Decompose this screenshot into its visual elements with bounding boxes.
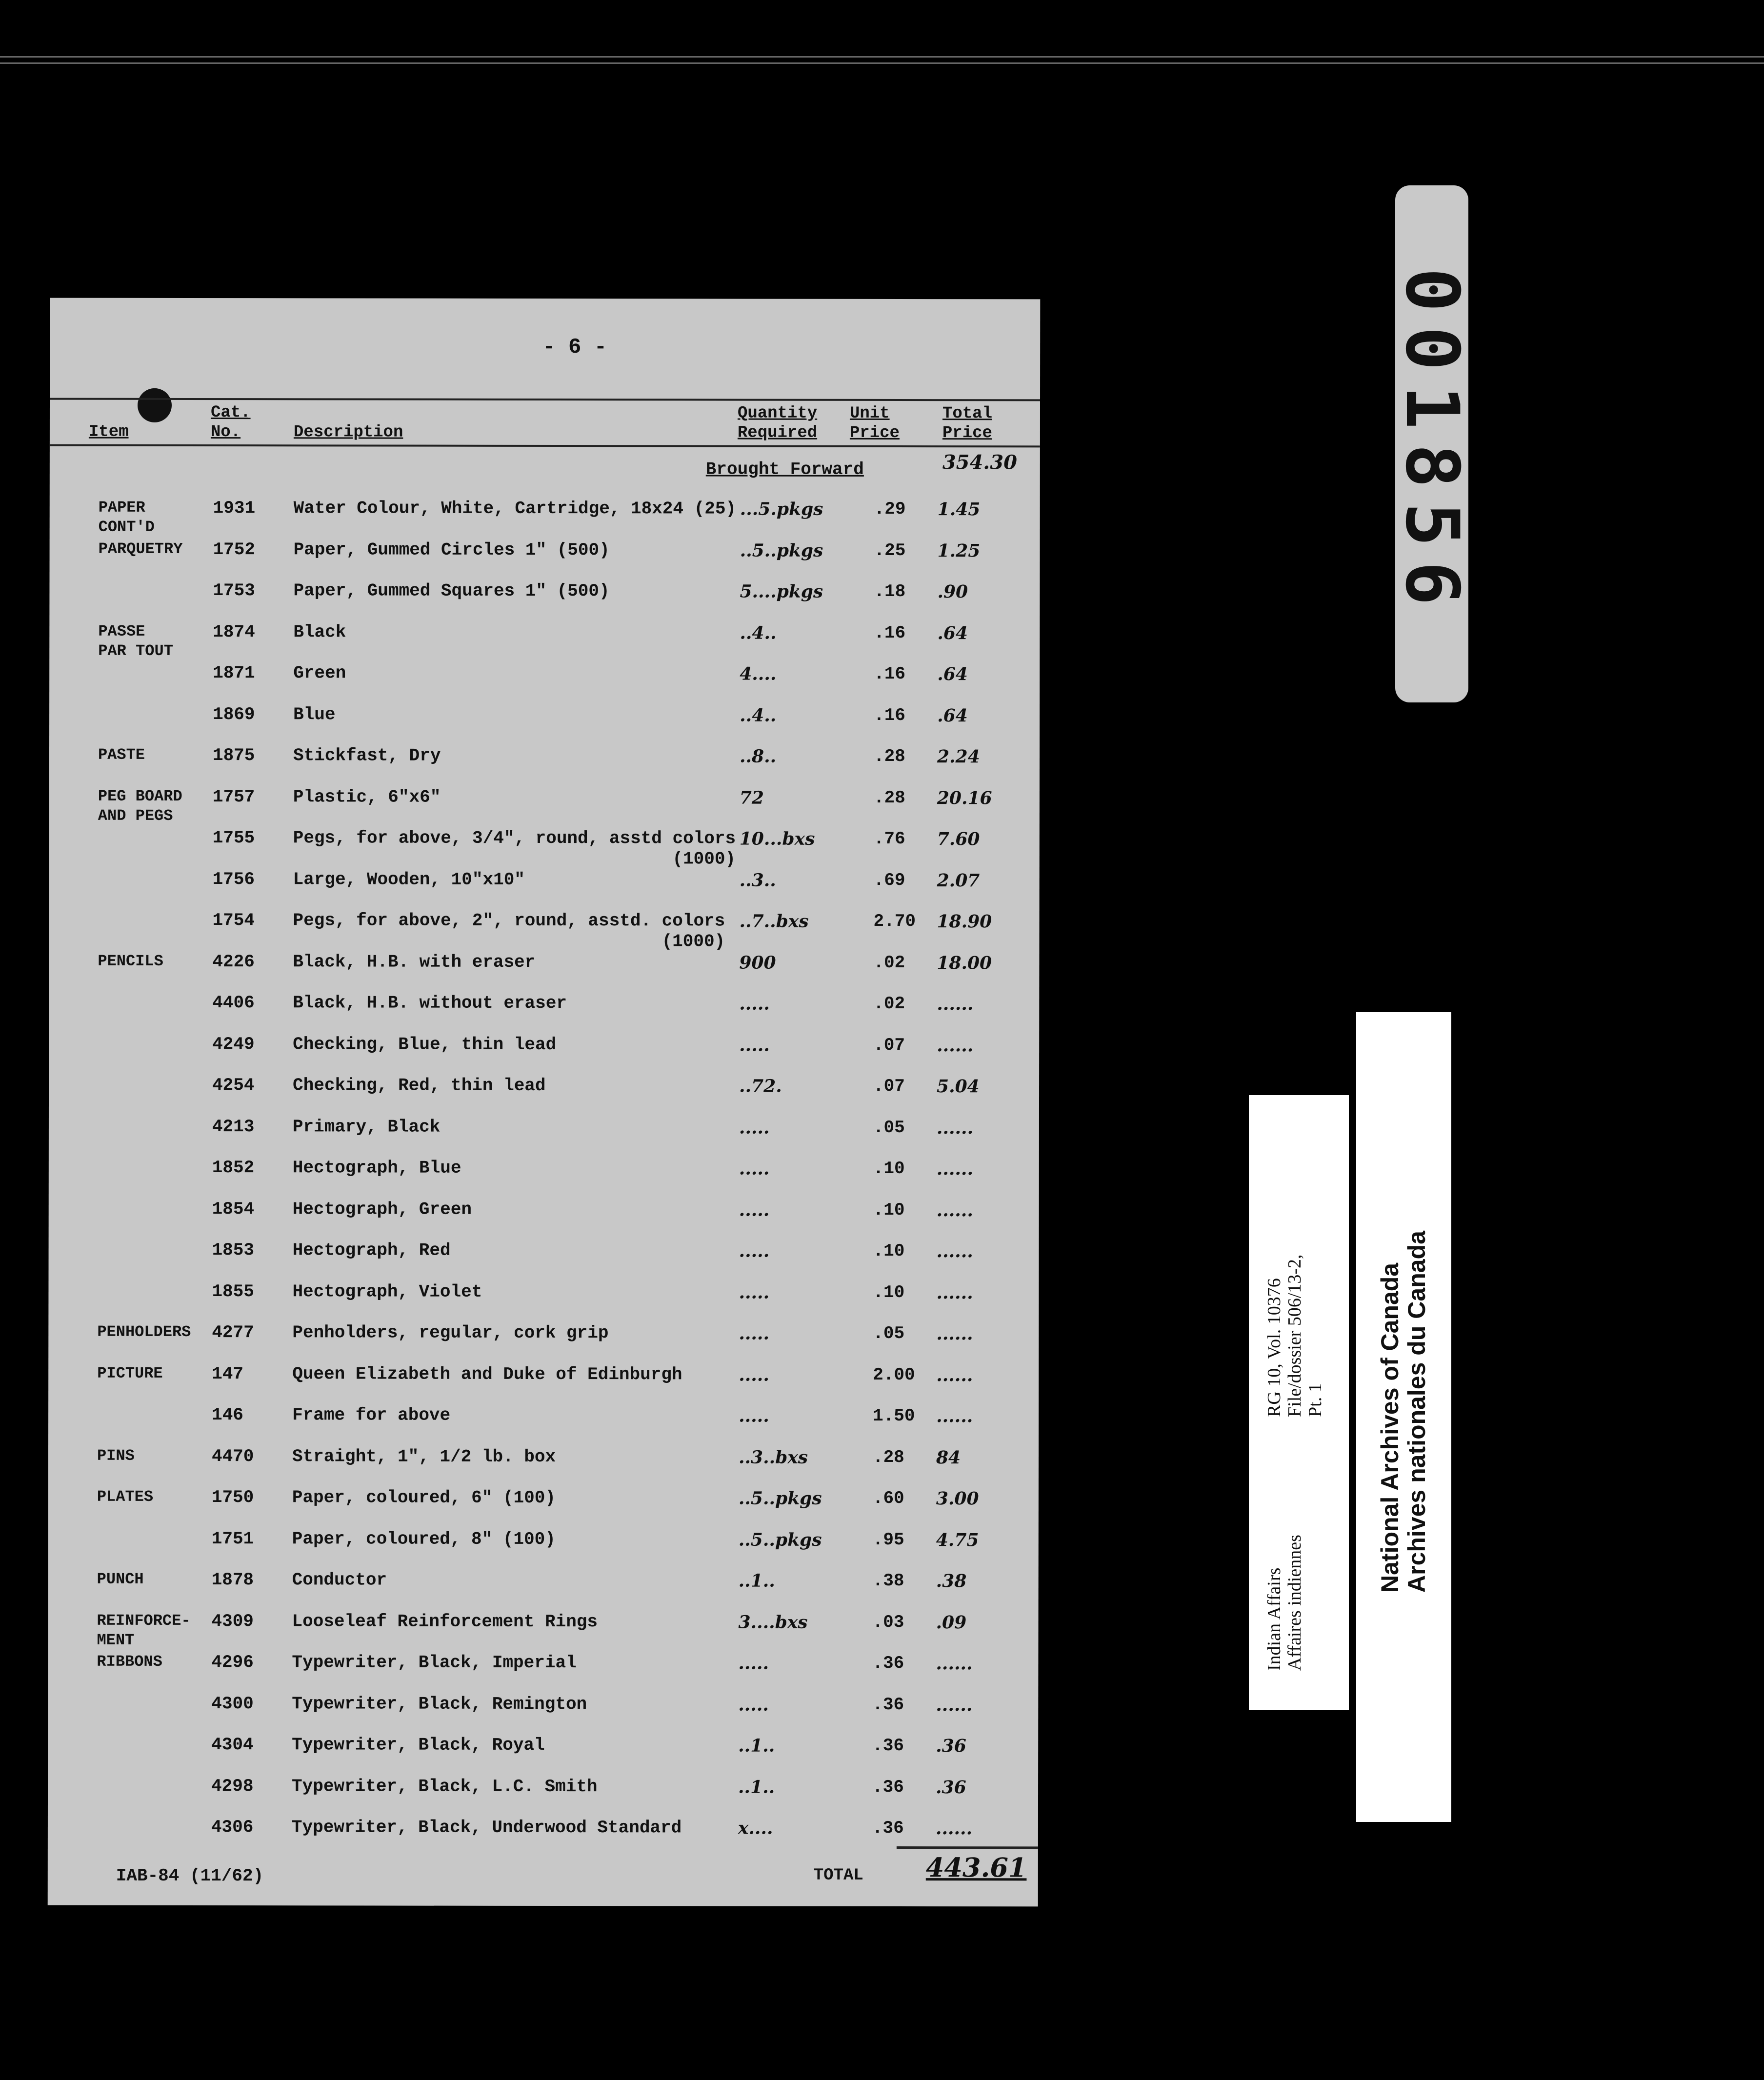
line-item-row xyxy=(49,910,1039,953)
line-item-quantity: ..... xyxy=(739,1158,770,1179)
line-item-unit-price: .28 xyxy=(873,746,905,767)
line-item-cat-no: 147 xyxy=(212,1363,244,1384)
line-item-quantity: ..1.. xyxy=(738,1735,775,1756)
line-item-row xyxy=(49,580,1040,623)
line-item-quantity: ..7..bxs xyxy=(739,911,809,932)
line-item-unit-price: .05 xyxy=(873,1117,905,1138)
line-item-quantity: ..1.. xyxy=(738,1570,775,1591)
line-item-cat-no: 1854 xyxy=(212,1199,255,1219)
line-item-cat-no: 4249 xyxy=(212,1034,255,1054)
header-total-price: Total Price xyxy=(942,404,993,443)
line-item-row xyxy=(48,1817,1038,1860)
line-item-quantity: 10...bxs xyxy=(739,828,815,849)
line-item-quantity: ..... xyxy=(739,1035,770,1056)
line-item-cat-no: 4298 xyxy=(211,1776,254,1796)
line-item-description: Typewriter, Black, Remington xyxy=(292,1693,587,1714)
header-unit-price: Unit Price xyxy=(849,404,900,443)
line-item-category: PINS xyxy=(97,1446,135,1465)
line-item-unit-price: .07 xyxy=(873,1035,905,1055)
line-item-cat-no: 4406 xyxy=(212,993,255,1013)
total-label: TOTAL xyxy=(813,1866,863,1885)
line-item-row xyxy=(48,1363,1039,1406)
line-item-total: .36 xyxy=(936,1736,966,1757)
line-item-category: PAPER CONT'D xyxy=(98,498,155,536)
header-bottom-rule xyxy=(50,444,1040,448)
line-item-unit-price: .16 xyxy=(874,663,906,684)
page-number: - 6 - xyxy=(542,335,607,360)
line-item-row xyxy=(49,704,1040,746)
line-item-description: Black xyxy=(293,621,346,642)
total-value: 443.61 xyxy=(925,1852,1027,1883)
line-item-total: 7.60 xyxy=(937,829,980,850)
line-item-category: PEG BOARD AND PEGS xyxy=(98,787,182,825)
header-cat-no: Cat. No. xyxy=(210,403,251,442)
line-item-description: Paper, coloured, 8" (100) xyxy=(292,1528,556,1549)
line-item-description: Conductor xyxy=(292,1570,387,1590)
line-item-quantity: ..72. xyxy=(739,1076,782,1097)
line-item-cat-no: 1753 xyxy=(213,580,255,601)
line-item-cat-no: 1878 xyxy=(211,1570,254,1590)
line-item-row xyxy=(49,951,1039,994)
line-item-description: Blue xyxy=(293,704,336,724)
line-item-total: ...... xyxy=(936,1282,973,1303)
header-item: Item xyxy=(88,422,129,441)
line-item-cat-no: 4226 xyxy=(212,951,255,972)
line-item-quantity: ..... xyxy=(738,1653,769,1674)
line-item-row xyxy=(48,1487,1039,1530)
line-item-description: Hectograph, Green xyxy=(292,1199,472,1220)
line-item-unit-price: .16 xyxy=(874,705,905,725)
document-sheet xyxy=(48,298,1041,1907)
line-item-total: ...... xyxy=(936,1694,973,1715)
line-item-unit-price: .76 xyxy=(873,828,905,849)
form-code: IAB-84 (11/62) xyxy=(116,1865,264,1886)
line-item-total: .64 xyxy=(937,622,968,643)
line-item-row xyxy=(49,1034,1039,1076)
line-item-total: 1.25 xyxy=(937,540,981,561)
line-item-cat-no: 4213 xyxy=(212,1116,255,1137)
line-item-unit-price: 2.70 xyxy=(873,911,916,932)
line-item-unit-price: .36 xyxy=(872,1735,904,1756)
line-item-unit-price: .60 xyxy=(872,1488,904,1509)
line-item-quantity: ..3..bxs xyxy=(738,1447,808,1468)
line-item-description: Checking, Red, thin lead xyxy=(293,1075,546,1096)
line-item-row xyxy=(49,1199,1039,1241)
frame-number: 001856 xyxy=(1389,268,1474,620)
line-item-description: Plastic, 6"x6" xyxy=(293,786,441,807)
line-item-row xyxy=(48,1611,1038,1653)
line-item-description: Pegs, for above, 2", round, asstd. colors (1000) xyxy=(293,910,725,952)
line-item-unit-price: .28 xyxy=(873,787,905,808)
punch-hole xyxy=(138,388,172,422)
line-item-description: Black, H.B. without eraser xyxy=(293,993,567,1014)
line-item-cat-no: 4296 xyxy=(211,1652,254,1673)
line-item-description: Water Colour, White, Cartridge, 18x24 (25) xyxy=(293,498,737,519)
line-item-description: Typewriter, Black, L.C. Smith xyxy=(292,1776,598,1797)
line-item-cat-no: 1751 xyxy=(211,1528,254,1549)
line-item-category: PENCILS xyxy=(98,952,163,970)
line-item-description: Penholders, regular, cork grip xyxy=(292,1322,609,1343)
line-item-cat-no: 1752 xyxy=(213,539,256,560)
line-item-quantity: ..1.. xyxy=(738,1777,775,1798)
line-item-cat-no: 1874 xyxy=(213,621,255,642)
line-item-quantity: x.... xyxy=(738,1818,773,1839)
line-item-category: PLATES xyxy=(97,1487,154,1506)
line-item-total: .64 xyxy=(937,705,968,726)
line-item-unit-price: 2.00 xyxy=(873,1364,915,1385)
line-item-quantity: ..... xyxy=(739,1240,770,1261)
line-item-total: .09 xyxy=(936,1612,967,1633)
line-item-description: Checking, Blue, thin lead xyxy=(293,1034,557,1055)
line-item-row xyxy=(48,1240,1039,1282)
line-item-total: .36 xyxy=(936,1777,966,1798)
line-item-description: Hectograph, Violet xyxy=(292,1281,482,1302)
line-item-cat-no: 1756 xyxy=(212,869,255,889)
line-item-row xyxy=(49,993,1039,1035)
line-item-total: ...... xyxy=(936,1406,973,1427)
line-item-total: .90 xyxy=(937,581,968,602)
line-item-quantity: 72 xyxy=(739,787,764,808)
line-item-unit-price: 1.50 xyxy=(873,1405,915,1426)
line-item-cat-no: 4254 xyxy=(212,1075,255,1096)
line-item-unit-price: .05 xyxy=(873,1323,905,1344)
line-item-cat-no: 1869 xyxy=(213,704,255,724)
line-item-description: Pegs, for above, 3/4", round, asstd colors (1000) xyxy=(293,828,736,869)
line-item-total: 5.04 xyxy=(937,1076,980,1097)
line-item-unit-price: .02 xyxy=(873,952,905,973)
line-item-cat-no: 4300 xyxy=(211,1693,254,1714)
label-national-archives-fr: Archives nationales du Canada xyxy=(1403,1231,1430,1593)
line-item-category: PUNCH xyxy=(97,1570,144,1588)
line-item-total: 20.16 xyxy=(937,787,992,808)
line-item-quantity: 4.... xyxy=(740,663,777,684)
line-item-unit-price: .10 xyxy=(873,1240,905,1261)
line-item-description: Large, Wooden, 10"x10" xyxy=(293,869,525,890)
line-item-row xyxy=(48,1528,1039,1571)
line-item-quantity: ..5..pkgs xyxy=(738,1488,822,1509)
line-item-description: Paper, Gummed Circles 1" (500) xyxy=(293,539,610,560)
header-description: Description xyxy=(293,423,403,442)
line-item-quantity: 900 xyxy=(739,952,776,973)
line-item-category: PENHOLDERS xyxy=(97,1322,191,1341)
line-item-description: Hectograph, Blue xyxy=(292,1158,461,1178)
line-item-quantity: ..... xyxy=(739,1117,770,1138)
line-item-description: Looseleaf Reinforcement Rings xyxy=(292,1611,598,1632)
line-item-row xyxy=(49,1116,1039,1159)
line-item-total: ...... xyxy=(936,1364,973,1385)
line-item-cat-no: 1875 xyxy=(212,745,255,766)
line-item-quantity: ..5..pkgs xyxy=(738,1529,822,1550)
line-item-description: Black, H.B. with eraser xyxy=(293,951,536,972)
line-item-cat-no: 1754 xyxy=(212,910,255,931)
label-part: Pt. 1 xyxy=(1305,1383,1325,1417)
frame-number-stamp xyxy=(1389,185,1474,702)
label-file-dossier: File/dossier 506/13-2, xyxy=(1284,1254,1305,1417)
line-item-cat-no: 1757 xyxy=(212,786,255,807)
line-item-description: Hectograph, Red xyxy=(292,1240,451,1260)
line-item-category: PICTURE xyxy=(97,1364,163,1382)
header-top-rule xyxy=(50,398,1040,401)
line-item-unit-price: .02 xyxy=(873,993,905,1014)
line-item-row xyxy=(49,663,1040,705)
line-item-quantity: ..8.. xyxy=(739,746,777,767)
brought-forward-value: 354.30 xyxy=(942,451,1017,474)
line-item-quantity: ..... xyxy=(739,1364,769,1385)
line-item-total: 4.75 xyxy=(936,1529,979,1550)
label-affaires-indiennes: Affaires indiennes xyxy=(1284,1535,1305,1671)
line-item-unit-price: .03 xyxy=(872,1612,904,1632)
line-item-row xyxy=(49,828,1040,870)
line-item-unit-price: .10 xyxy=(873,1200,905,1220)
line-item-cat-no: 1852 xyxy=(212,1158,255,1178)
line-item-total: 18.90 xyxy=(937,911,992,932)
line-item-cat-no: 4309 xyxy=(211,1611,254,1631)
line-item-unit-price: .69 xyxy=(873,870,905,890)
line-item-total: ...... xyxy=(937,994,974,1015)
line-item-quantity: ...5.pkgs xyxy=(740,499,823,520)
line-item-row xyxy=(49,786,1040,829)
line-item-cat-no: 1755 xyxy=(212,828,255,848)
line-item-category: RIBBONS xyxy=(97,1652,162,1671)
line-item-total: 18.00 xyxy=(937,952,992,973)
brought-forward-label: Brought Forward xyxy=(705,459,864,480)
line-item-category: REINFORCE- MENT xyxy=(97,1611,191,1649)
line-item-unit-price: .36 xyxy=(872,1777,904,1797)
line-item-cat-no: 4470 xyxy=(211,1446,254,1466)
line-item-unit-price: .25 xyxy=(874,540,906,560)
line-item-unit-price: .29 xyxy=(874,499,906,520)
line-item-unit-price: .07 xyxy=(873,1076,905,1097)
line-item-total: ...... xyxy=(937,1035,974,1056)
line-item-description: Typewriter, Black, Underwood Standard xyxy=(291,1817,682,1838)
line-item-description: Queen Elizabeth and Duke of Edinburgh xyxy=(292,1363,682,1384)
line-item-cat-no: 4304 xyxy=(211,1735,254,1755)
line-item-total: ...... xyxy=(936,1653,973,1674)
line-item-category: PASSE PAR TOUT xyxy=(98,622,173,660)
line-item-description: Paper, Gummed Squares 1" (500) xyxy=(293,580,610,601)
label-national-archives-en: National Archives of Canada xyxy=(1376,1262,1403,1593)
archive-name-label xyxy=(1356,1012,1451,1822)
label-indian-affairs: Indian Affairs xyxy=(1264,1567,1284,1671)
line-item-cat-no: 1855 xyxy=(212,1281,254,1301)
line-item-unit-price: .95 xyxy=(872,1529,904,1550)
line-item-row xyxy=(49,869,1040,911)
line-item-row xyxy=(49,745,1040,788)
line-item-row xyxy=(48,1322,1039,1365)
line-item-unit-price: .18 xyxy=(874,581,906,602)
line-item-total: ...... xyxy=(935,1818,973,1839)
line-item-category: PASTE xyxy=(98,745,145,764)
line-item-row xyxy=(48,1281,1039,1323)
line-item-quantity: ..5..pkgs xyxy=(740,540,823,561)
line-item-cat-no: 146 xyxy=(212,1405,243,1425)
line-item-quantity: 3....bxs xyxy=(738,1612,808,1633)
line-item-unit-price: .38 xyxy=(872,1570,904,1591)
line-item-quantity: 5....pkgs xyxy=(740,581,823,602)
line-item-cat-no: 4306 xyxy=(211,1817,254,1838)
line-item-unit-price: .28 xyxy=(872,1447,904,1467)
line-item-total: 3.00 xyxy=(936,1488,979,1509)
line-item-quantity: ..4.. xyxy=(740,705,777,726)
header-quantity: Quantity Required xyxy=(737,404,818,442)
line-item-quantity: ..... xyxy=(739,993,770,1014)
line-item-total: ...... xyxy=(936,1200,973,1220)
line-item-total: 1.45 xyxy=(937,499,981,520)
line-item-quantity: ..4.. xyxy=(740,622,777,643)
line-item-row xyxy=(49,1075,1039,1118)
line-item-row xyxy=(48,1693,1038,1736)
line-item-description: Straight, 1", 1/2 lb. box xyxy=(292,1446,556,1467)
line-item-quantity: ..... xyxy=(739,1200,770,1220)
archive-reference-label xyxy=(1249,1095,1349,1710)
line-item-unit-price: .16 xyxy=(874,622,906,643)
line-item-unit-price: .10 xyxy=(873,1158,905,1179)
line-item-row xyxy=(48,1776,1038,1818)
line-item-total: .38 xyxy=(936,1571,967,1592)
line-item-quantity: ..3.. xyxy=(739,870,776,891)
line-item-cat-no: 1853 xyxy=(212,1240,255,1260)
total-rule xyxy=(897,1846,1038,1849)
line-item-quantity: ..... xyxy=(739,1282,770,1303)
line-item-category: PARQUETRY xyxy=(98,540,183,558)
top-rule xyxy=(0,56,1764,58)
line-item-cat-no: 4277 xyxy=(212,1322,254,1343)
line-item-total: ...... xyxy=(936,1241,973,1262)
line-item-total: ...... xyxy=(936,1159,974,1180)
line-item-total: 2.24 xyxy=(937,746,980,767)
line-item-row xyxy=(49,539,1040,581)
line-item-quantity: ..... xyxy=(739,1405,769,1426)
line-item-total: ...... xyxy=(936,1117,974,1138)
top-rule-2 xyxy=(0,62,1764,64)
line-item-cat-no: 1750 xyxy=(211,1487,254,1508)
line-item-total: .64 xyxy=(937,664,968,685)
line-item-description: Primary, Black xyxy=(292,1116,441,1137)
line-item-row xyxy=(48,1652,1038,1695)
line-item-row xyxy=(50,498,1040,540)
line-item-quantity: ..... xyxy=(739,1323,770,1344)
line-item-unit-price: .36 xyxy=(872,1694,904,1715)
line-item-description: Typewriter, Black, Imperial xyxy=(292,1652,577,1673)
line-item-row xyxy=(48,1405,1039,1447)
line-item-total: 84 xyxy=(936,1447,961,1468)
line-item-unit-price: .10 xyxy=(873,1282,905,1302)
line-item-description: Frame for above xyxy=(292,1405,451,1425)
line-item-quantity: ..... xyxy=(738,1694,769,1715)
line-item-row xyxy=(48,1735,1038,1777)
line-item-unit-price: .36 xyxy=(872,1653,904,1674)
line-item-row xyxy=(49,1158,1039,1200)
line-item-total: ...... xyxy=(936,1323,973,1344)
line-item-description: Stickfast, Dry xyxy=(293,745,441,766)
line-item-row xyxy=(48,1446,1039,1488)
line-item-row xyxy=(48,1570,1039,1612)
line-item-total: 2.07 xyxy=(937,870,980,891)
line-item-description: Paper, coloured, 6" (100) xyxy=(292,1487,556,1508)
line-item-cat-no: 1871 xyxy=(213,663,255,683)
line-item-description: Typewriter, Black, Royal xyxy=(292,1735,545,1756)
line-item-description: Green xyxy=(293,663,346,683)
line-item-row xyxy=(49,621,1040,664)
line-item-unit-price: .36 xyxy=(872,1818,904,1839)
label-rg-volume: RG 10, Vol. 10376 xyxy=(1264,1278,1284,1417)
line-item-cat-no: 1931 xyxy=(213,498,256,519)
